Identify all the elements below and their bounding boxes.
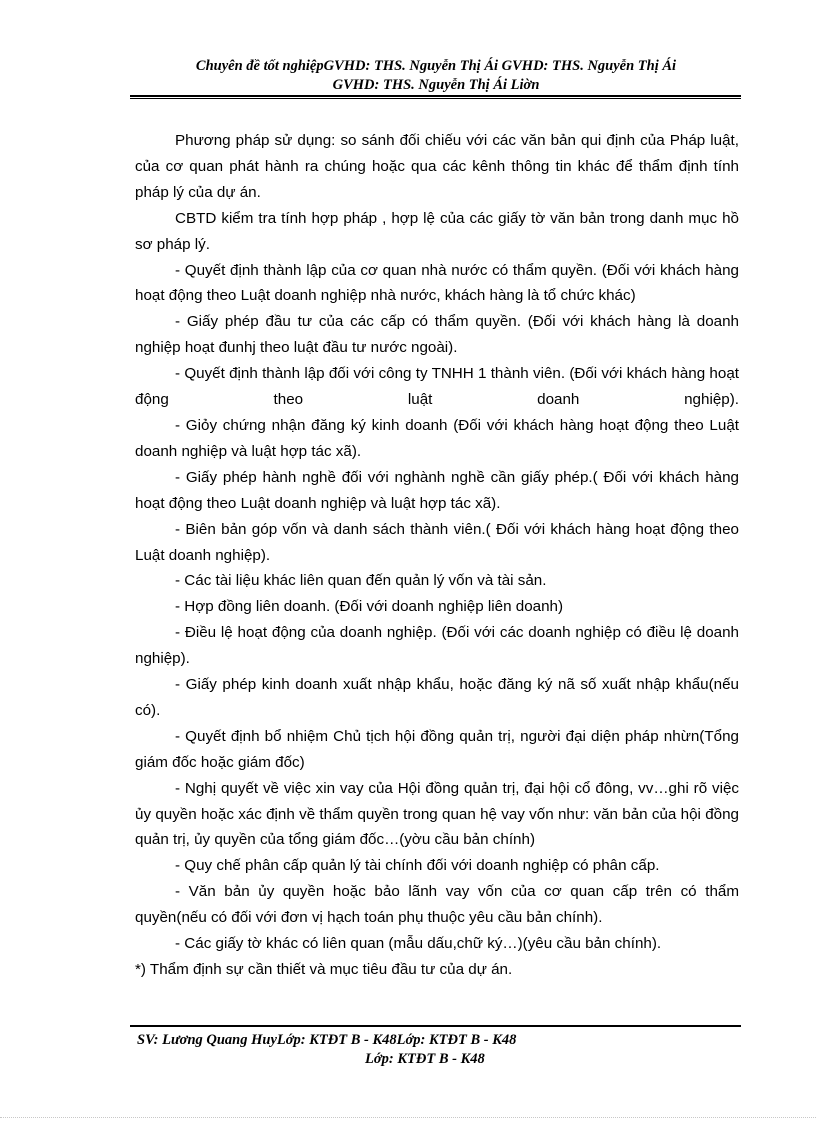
list-item: - Giấy phép kinh doanh xuất nhập khẩu, hoặc đăng ký nã số xuất nhập khẩu(nếu có). <box>135 676 739 719</box>
page-footer <box>131 1031 611 1069</box>
list-item: - Nghị quyết về việc xin vay của Hội đồng quản trị, đại hội cổ đông, vv…ghi rõ việc ủy quyền hoặc xác định về thẩm quyền trong quan hệ vay vốn như: văn bản của hội đồng quản trị, ủy quyền của tổng giám đốc…(yờu cầu bản chính) <box>135 779 739 849</box>
list-item: - Các tài liệu khác liên quan đến quản lý vốn và tài sản. <box>175 572 547 590</box>
section-heading: *) Thẩm định sự cần thiết và mục tiêu đầu tư của dự án. <box>135 961 513 978</box>
list-item: - Giấy phép đầu tư của các cấp có thẩm quyền. (Đối với khách hàng là doanh nghiệp hoạt đunhj theo luật đầu tư nước ngoài). <box>135 313 739 357</box>
list-item: - Quy chế phân cấp quản lý tài chính đối với doanh nghiệp có phân cấp. <box>175 857 660 875</box>
header-line-1: Chuyên đề tốt nghiệpGVHD: THS. Nguyễn Thị Ái GVHD: THS. Nguyễn Thị Ái <box>195 58 677 74</box>
header-line-2: GVHD: THS. Nguyễn Thị Ái Liờn <box>332 77 540 93</box>
document-body <box>135 128 739 983</box>
list-item: - Giấy phép hành nghề đối với nghành nghề cần giấy phép.( Đối với khách hàng hoạt động theo Luật doanh nghiệp và luật hợp tác xã). <box>135 468 739 512</box>
list-item: - Hợp đồng liên doanh. (Đối với doanh nghiệp liên doanh) <box>175 598 564 616</box>
page-edge <box>0 1117 816 1118</box>
paragraph-cbtd: CBTD kiểm tra tính hợp pháp , hợp lệ của các giấy tờ văn bản trong danh mục hồ sơ pháp lý. <box>135 209 739 253</box>
footer-line-1: SV: Lương Quang HuyLớp: KTĐT B - K48Lớp: KTĐT B - K48 <box>137 1032 517 1048</box>
footer-line-2: Lớp: KTĐT B - K48 <box>365 1051 485 1067</box>
list-item: - Biên bản góp vốn và danh sách thành viên.( Đối với khách hàng hoạt động theo Luật doanh nghiệp). <box>135 520 739 564</box>
list-item: - Quyết định thành lập đối với công ty TNHH 1 thành viên. (Đối với khách hàng hoạt động theo luật doanh nghiệp). <box>135 365 739 409</box>
list-item: - Giỏy chứng nhận đăng ký kinh doanh (Đối với khách hàng hoạt động theo Luật doanh nghiệp và luật hợp tác xã). <box>135 416 739 460</box>
paragraph-method: Phương pháp sử dụng: so sánh đối chiếu với các văn bản qui định của Pháp luật, của cơ quan phát hành ra chúng hoặc qua các kênh thông tin khác để thẩm định tính pháp lý của dự án. <box>135 132 739 201</box>
page-header <box>131 57 741 95</box>
footer-divider <box>130 1025 741 1027</box>
list-item: - Quyết định bổ nhiệm Chủ tịch hội đồng quản trị, người đại diện pháp nhừn(Tổng giám đốc hoặc giám đốc) <box>135 727 739 771</box>
list-item: - Các giấy tờ khác có liên quan (mẫu dấu,chữ ký…)(yêu cầu bản chính). <box>175 935 662 953</box>
header-divider-thin <box>130 98 741 99</box>
list-item: - Quyết định thành lập của cơ quan nhà nước có thẩm quyền. (Đối với khách hàng hoạt động theo Luật doanh nghiệp nhà nước, khách hàng là tổ chức khác) <box>135 261 739 305</box>
list-item: - Văn bản ủy quyền hoặc bảo lãnh vay vốn của cơ quan cấp trên có thẩm quyền(nếu có đối với đơn vị hạch toán phụ thuộc yêu cầu bản chính). <box>135 883 739 927</box>
list-item: - Điều lệ hoạt động của doanh nghiệp. (Đối với các doanh nghiệp có điều lệ doanh nghiệp). <box>135 624 739 668</box>
header-divider <box>130 95 741 97</box>
